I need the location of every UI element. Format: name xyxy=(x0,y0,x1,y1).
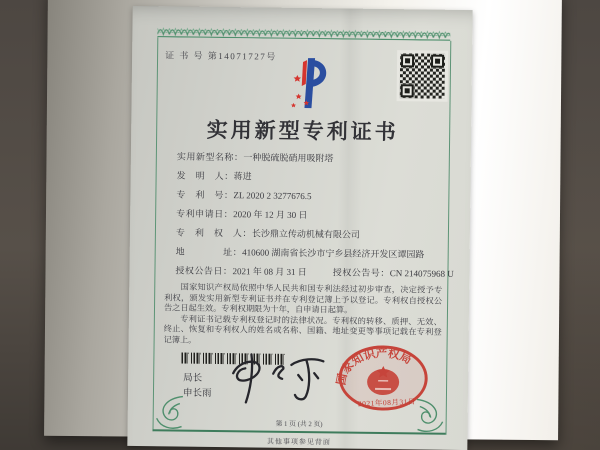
field-label: 授权公告日： xyxy=(175,265,233,277)
field-value: 蒋进 xyxy=(233,171,252,182)
legal-paragraph-1: 国家知识产权局依照中华人民共和国专利法经过初步审查，决定授予专利权，颁发实用新型专利证书并在专利登记簿上予以登记。专利权自授权公告之日起生效。专利权期限为十年，自申请日起算。 xyxy=(163,282,443,315)
field-value: ZL 2020 2 3277676.5 xyxy=(233,190,312,202)
field-value: 2021 年 08 月 31 日 xyxy=(232,266,307,278)
field-value: 一种脱硫脱硝用吸附塔 xyxy=(243,152,334,164)
field-label: 专利申请日： xyxy=(176,208,234,220)
seal-date: 2021年08月31日 xyxy=(357,396,417,409)
field-label: 专 利 权 人： xyxy=(175,227,253,239)
field-value: CN 214075968 U xyxy=(389,268,454,279)
field-label: 实用新型名称： xyxy=(176,151,244,163)
seal-org-text: 国家知识产权局 xyxy=(335,347,414,387)
frame-bottom-border xyxy=(153,429,446,435)
field-label: 专 利 号： xyxy=(176,189,234,201)
page-number-note: 第 1 页 (共 2 页) xyxy=(275,420,323,429)
certificate-paper xyxy=(127,6,472,450)
qr-code-icon xyxy=(400,53,446,99)
field-label: 地 址： xyxy=(175,246,243,258)
frame-left-border xyxy=(153,37,159,431)
certificate-number: 证 书 号 第14071727号 xyxy=(165,50,277,62)
field-value: 2020 年 12 月 30 日 xyxy=(233,209,308,221)
cnipa-patent-logo-icon xyxy=(286,54,334,113)
commissioner-name: 申长雨 xyxy=(182,388,212,399)
field-row-grant xyxy=(175,261,454,283)
qr-finder xyxy=(431,55,444,68)
field-value: 长沙鼎立传动机械有限公司 xyxy=(251,228,361,240)
see-back-note: 其他事项参见背面 xyxy=(266,437,331,447)
commissioner-title: 局长 xyxy=(183,373,203,384)
field-label: 发 明 人： xyxy=(176,170,234,182)
top-border-ornament xyxy=(157,23,450,41)
commissioner-block xyxy=(183,372,212,402)
certificate-fields xyxy=(175,147,454,283)
qr-finder xyxy=(401,84,414,97)
legal-paragraph-2: 专利证书记载专利权登记时的法律状况。专利权的转移、质押、无效、终止、恢复和专利权人的姓名或名称、国籍、地址变更等事项记载在专利登记簿上。 xyxy=(163,314,442,345)
handwritten-signature-icon xyxy=(226,351,327,408)
field-value: 410600 湖南省长沙市宁乡县经济开发区谭园路 xyxy=(242,247,425,260)
field-label: 授权公告号： xyxy=(332,267,390,279)
certificate-title: 实用新型专利证书 xyxy=(206,117,399,145)
qr-finder xyxy=(401,54,414,67)
